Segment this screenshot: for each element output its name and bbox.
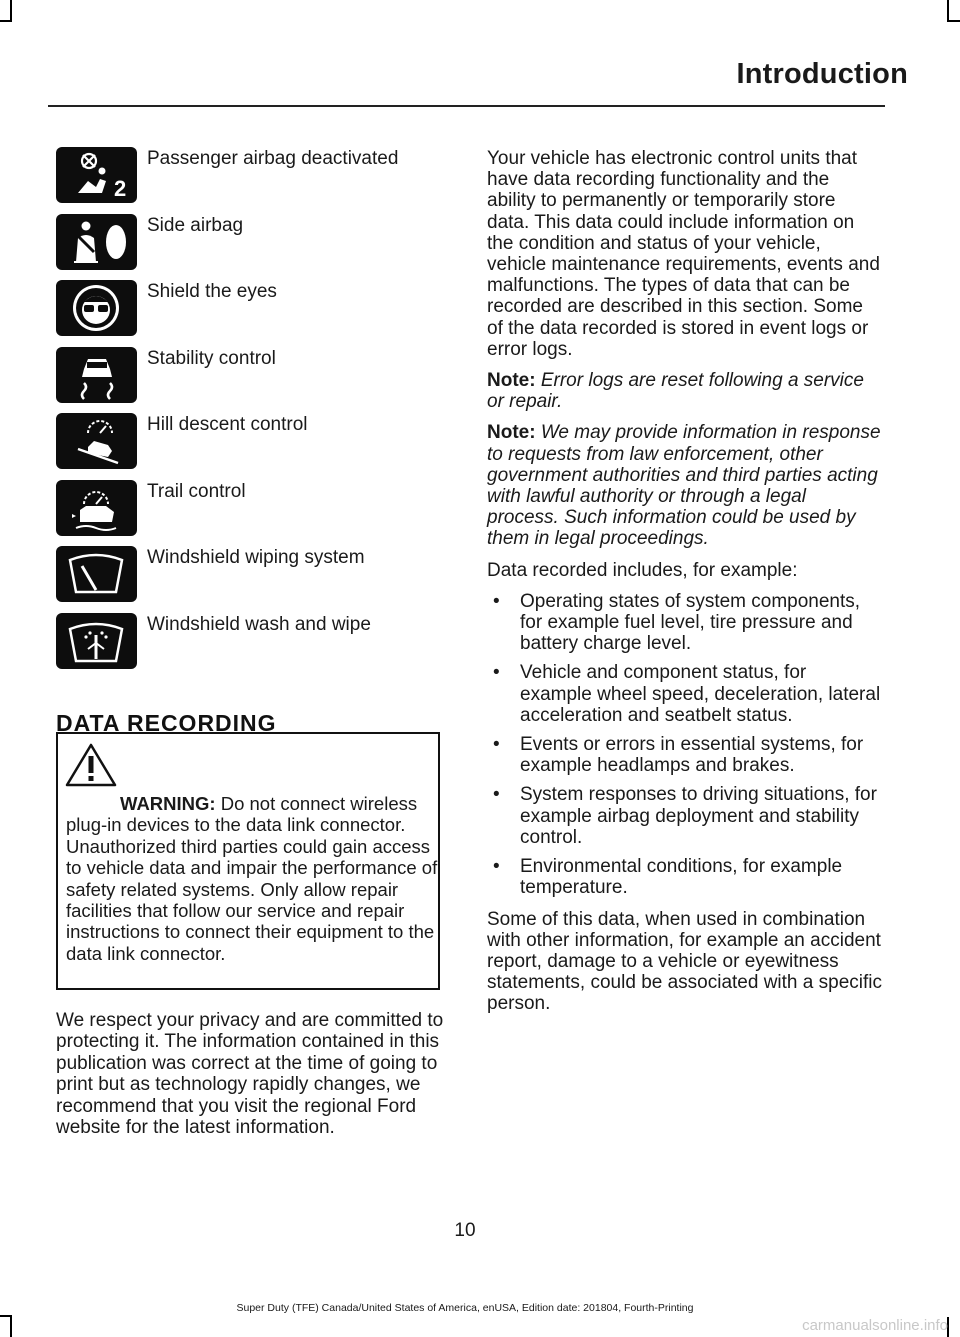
note-label: Note: (487, 370, 536, 392)
list-item (487, 591, 882, 655)
privacy-paragraph: We respect your privacy and are committed to protecting it. The information contained in this publication was correct at the time of going to print but as technology rapidly changes, we recommend that you visit the regional Ford website for the latest information. (56, 1010, 444, 1139)
data-recording-text (487, 148, 882, 1025)
symbol-label: Windshield wash and wipe (147, 613, 371, 635)
svg-text:2: 2 (114, 176, 127, 201)
data-list (487, 591, 882, 899)
side-airbag-icon (56, 214, 137, 270)
note (487, 370, 882, 412)
list-item (487, 734, 882, 776)
list-item-text: Vehicle and component status, for example wheel speed, deceleration, lateral acceleration and seatbelt status. (520, 662, 881, 726)
intro-paragraph: Your vehicle has electronic control units that have data recording functionality and the ability to permanently or temporarily store data. This data could include information on the condition and status of your vehicle, vehicle maintenance requirements, events and malfunctions. The types of data that can be recorded are described in this section. Some of the data recorded is stored in event logs or error logs. (487, 148, 880, 360)
symbol-item (56, 280, 446, 347)
watermark: carmanualsonline.info (802, 1317, 948, 1334)
header-divider (48, 105, 885, 107)
crop-mark (947, 0, 949, 20)
hill-descent-control-icon (56, 413, 137, 469)
symbol-label: Shield the eyes (147, 281, 277, 302)
symbol-label: Windshield wiping system (147, 547, 365, 568)
note-label: Note: (487, 422, 536, 444)
crop-mark (0, 20, 12, 22)
symbol-item (56, 613, 446, 680)
shield-the-eyes-icon (56, 280, 137, 336)
list-item-text: System responses to driving situations, for example airbag deployment and stability control. (520, 784, 877, 848)
warning-box (56, 732, 440, 990)
list-intro: Data recorded includes, for example: (487, 559, 798, 581)
bullet-icon: • (493, 662, 500, 684)
warning-label: WARNING: (120, 793, 216, 814)
symbol-label: Trail control (147, 480, 246, 502)
symbol-item (56, 347, 446, 414)
bullet-icon: • (493, 590, 500, 612)
symbol-list (56, 147, 446, 679)
page-title: Introduction (736, 58, 908, 90)
symbol-label: Stability control (147, 347, 276, 369)
list-item (487, 856, 882, 898)
trail-control-icon (56, 480, 137, 536)
symbol-item (56, 214, 446, 281)
list-item-text: Operating states of system components, for example fuel level, tire pressure and battery charge level. (520, 590, 861, 655)
crop-mark (0, 1315, 12, 1317)
warning-text (66, 793, 438, 964)
symbol-item (56, 480, 446, 547)
bullet-icon: • (493, 856, 500, 878)
list-item (487, 784, 882, 848)
symbol-item (56, 413, 446, 480)
passenger-airbag-deactivated-icon (56, 147, 137, 203)
bullet-icon: • (493, 734, 500, 756)
symbol-item (56, 147, 446, 214)
stability-control-icon (56, 347, 137, 403)
page-number: 10 (454, 1220, 476, 1241)
crop-mark (10, 0, 12, 20)
footer-edition: Super Duty (TFE) Canada/United States of America, enUSA, Edition date: 201804, Fourth-Printing (236, 1302, 694, 1314)
warning-body: Do not connect wireless plug-in devices to the data link connector. Unauthorized third parties could gain access to vehicle data and impair the performance of safety related systems. Only allow repair facilities that follow our service and repair instructions to connect their equipment to the data link connector. (66, 793, 438, 964)
warning-triangle-icon (64, 742, 118, 788)
symbol-label: Side airbag (147, 214, 244, 236)
crop-mark (947, 20, 960, 22)
section-heading: DATA RECORDING (56, 710, 277, 736)
windshield-wash-and-wipe-icon (56, 613, 137, 669)
windshield-wiping-system-icon (56, 546, 137, 602)
symbol-label: Passenger airbag deactivated (147, 148, 399, 169)
note (487, 422, 882, 549)
closing-paragraph: Some of this data, when used in combination with other information, for example an accident report, damage to a vehicle or eyewitness statements, could be associated with a specific person. (487, 908, 882, 1015)
symbol-item (56, 546, 446, 613)
bullet-icon: • (493, 784, 500, 806)
note-text: We may provide information in response to requests from law enforcement, other government authorities and third parties acting with lawful authority or through a legal process. Such information could be used by them in legal proceedings. (487, 422, 881, 550)
list-item-text: Events or errors in essential systems, for example headlamps and brakes. (520, 734, 864, 777)
list-item-text: Environmental conditions, for example temperature. (520, 856, 843, 899)
note-text: Error logs are reset following a service or repair. (487, 370, 864, 413)
list-item (487, 662, 882, 726)
symbol-label: Hill descent control (147, 414, 308, 435)
crop-mark (10, 1317, 12, 1337)
